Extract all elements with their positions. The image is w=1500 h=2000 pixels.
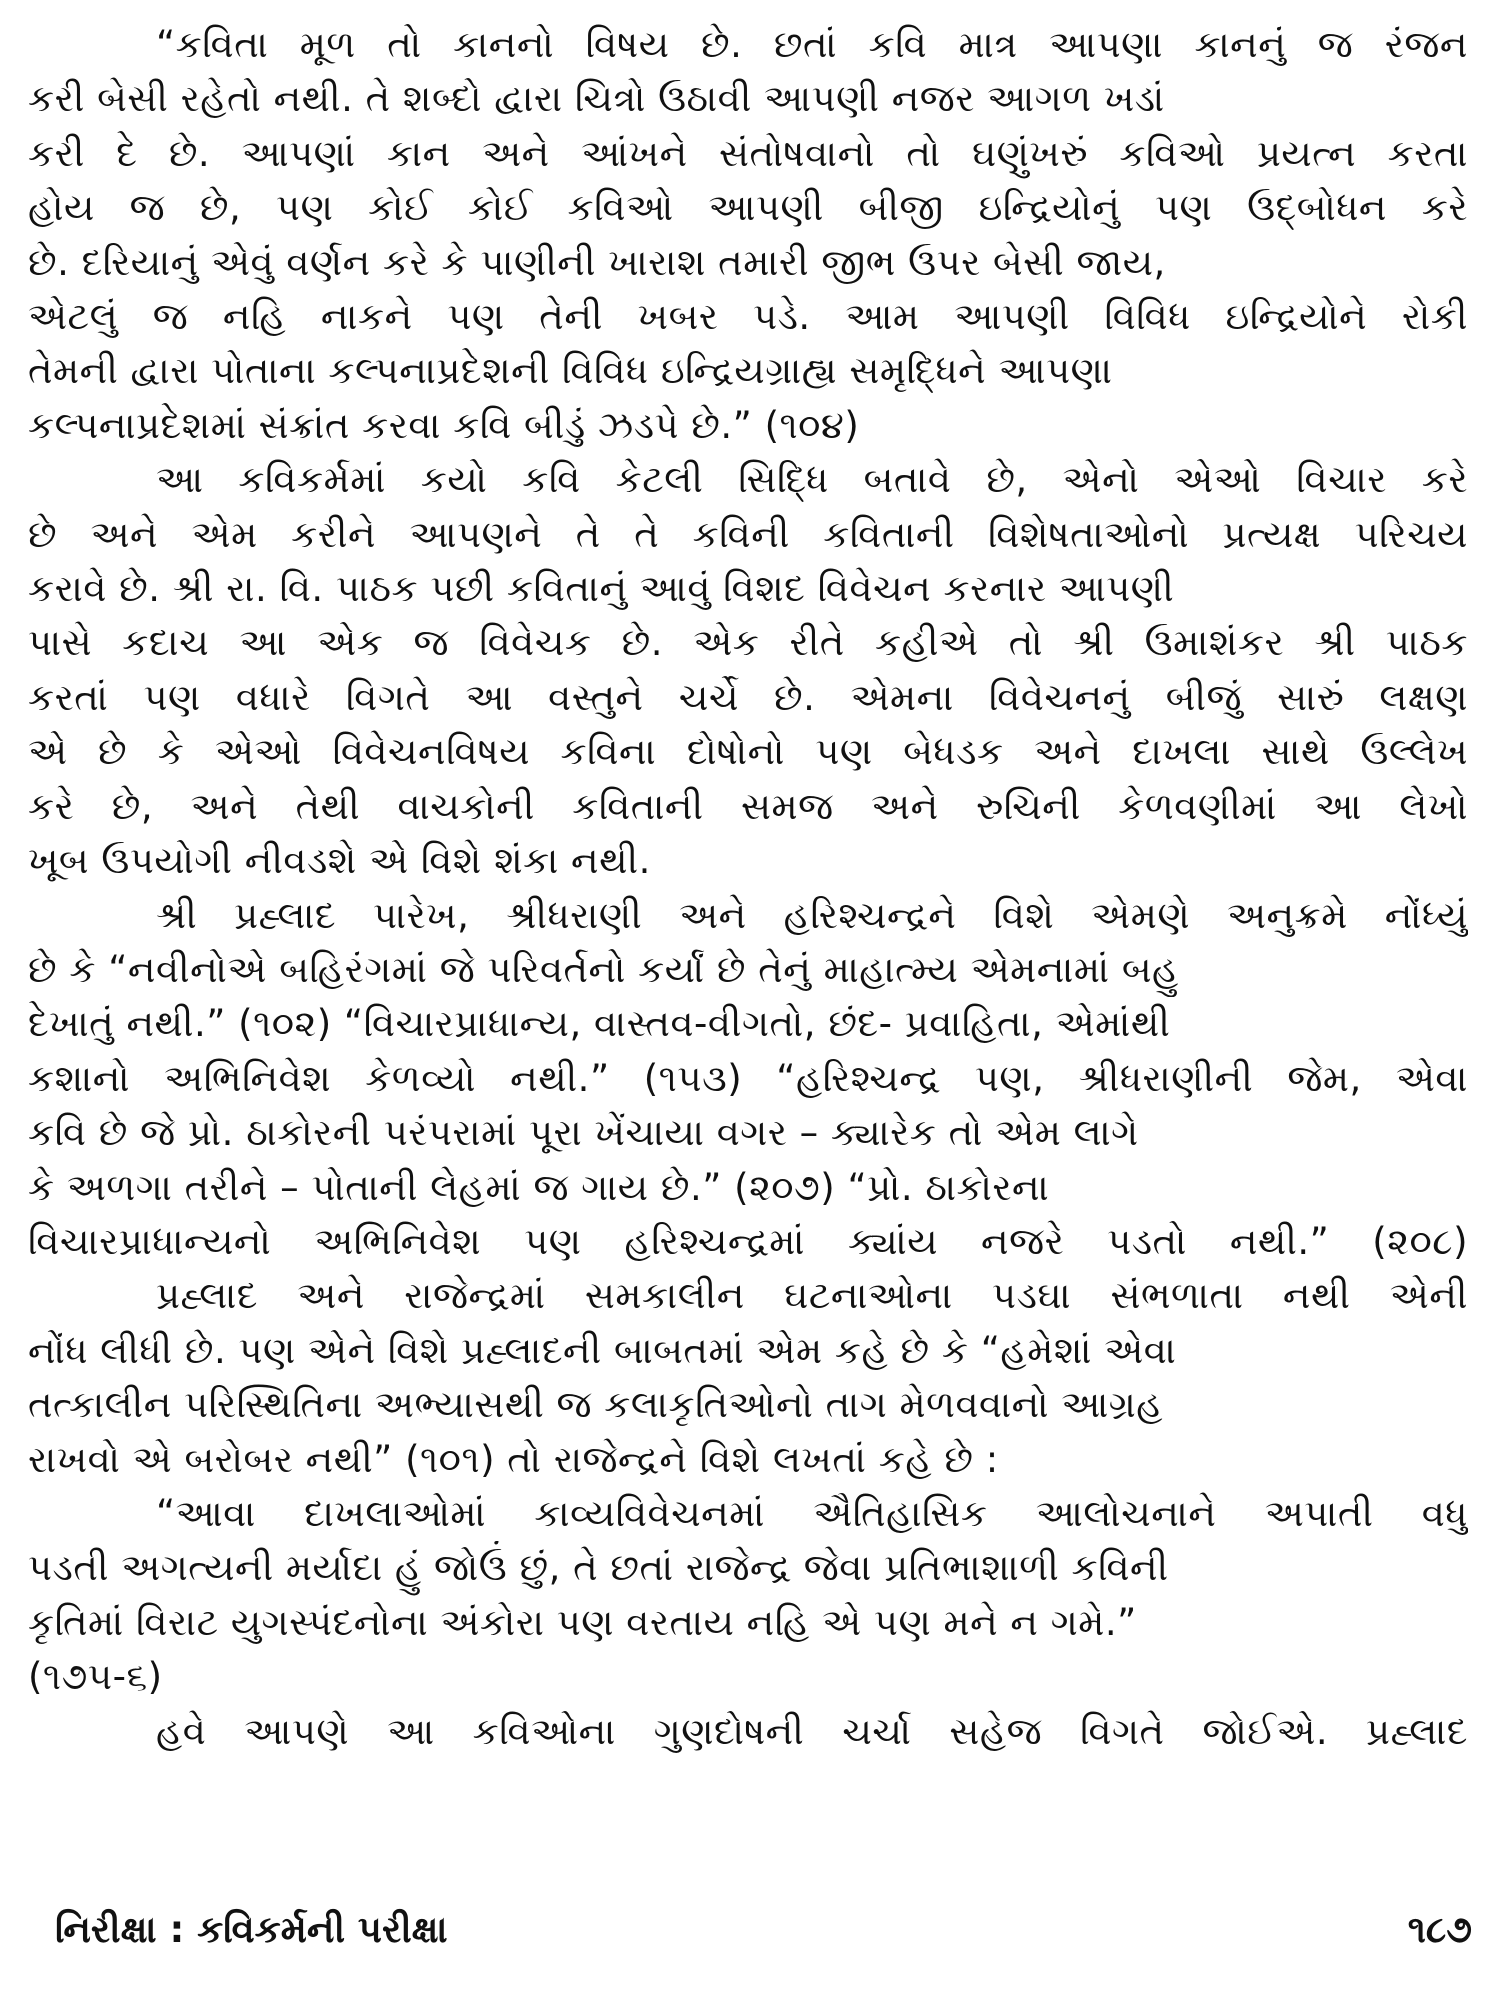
text-line: કરાવે છે. શ્રી રા. વિ. પાઠક પછી કવિતાનું આવું વિશદ વિવેચન કરનાર આપણી bbox=[28, 567, 1175, 611]
text-line: “કવિતા મૂળ તો કાનનો વિષય છે. છતાં કવિ માત્ર આપણા કાનનું જ રંજન bbox=[156, 23, 1468, 66]
text-line: કરે છે, અને તેથી વાચકોની કવિતાની સમજ અને રુચિની કેળવણીમાં આ લેખો bbox=[28, 784, 1468, 828]
text-line: કવિ છે જે પ્રો. ઠાકોરની પરંપરામાં પૂરા ખેંચાયા વગર – ક્યારેક તો એમ લાગે bbox=[28, 1111, 1139, 1155]
text-line: પ્રહ્લાદ અને રાજેન્દ્રમાં સમકાલીન ઘટનાઓના પડઘા સંભળાતા નથી એની bbox=[156, 1274, 1468, 1318]
text-line: કશાનો અભિનિવેશ કેળવ્યો નથી.” (૧૫૩) “હરિશ્ચન્દ્ર પણ, શ્રીધરાણીની જેમ, એવા bbox=[28, 1056, 1468, 1100]
text-line: તેમની દ્વારા પોતાના કલ્પનાપ્રદેશની વિવિધ ઇન્દ્રિયગ્રાહ્ય સમૃદ્ધિને આપણા bbox=[28, 349, 1113, 393]
text-line: છે. દરિયાનું એવું વર્ણન કરે કે પાણીની ખારાશ તમારી જીભ ઉપર બેસી જાય, bbox=[28, 240, 1166, 284]
running-title: નિરીક્ષા : કવિકર્મની પરીક્ષા bbox=[55, 1908, 448, 1951]
text-line: ખૂબ ઉપયોગી નીવડશે એ વિશે શંકા નથી. bbox=[28, 839, 651, 883]
text-line: નોંધ લીધી છે. પણ એને વિશે પ્રહ્લાદની બાબતમાં એમ કહે છે કે “હમેશાં એવા bbox=[28, 1328, 1177, 1372]
text-line: છે કે “નવીનોએ બહિરંગમાં જે પરિવર્તનો કર્યાં છે તેનું માહાત્મ્ય એમનામાં બહુ bbox=[28, 947, 1179, 991]
text-line: રાખવો એ બરોબર નથી” (૧૦૧) તો રાજેન્દ્રને વિશે લખતાં કહે છે : bbox=[28, 1437, 999, 1481]
text-line: પાસે કદાચ આ એક જ વિવેચક છે. એક રીતે કહીએ તો શ્રી ઉમાશંકર શ્રી પાઠક bbox=[28, 621, 1468, 665]
text-line: કૃતિમાં વિરાટ યુગસ્પંદનોના અંકોરા પણ વરતાય નહિ એ પણ મને ન ગમે.” bbox=[28, 1600, 1137, 1644]
text-line: પડતી અગત્યની મર્યાદા હું જોઉં છું, તે છતાં રાજેન્દ્ર જેવા પ્રતિભાશાળી કવિની bbox=[28, 1546, 1169, 1590]
text-line: કરતાં પણ વધારે વિગતે આ વસ્તુને ચર્ચે છે. એમના વિવેચનનું બીજું સારું લક્ષણ bbox=[28, 675, 1468, 719]
text-line: “આવા દાખલાઓમાં કાવ્યવિવેચનમાં ઐતિહાસિક આલોચનાને અપાતી વધુ bbox=[156, 1491, 1468, 1535]
text-line: શ્રી પ્રહ્લાદ પારેખ, શ્રીધરાણી અને હરિશ્ચન્દ્રને વિશે એમણે અનુક્રમે નોંધ્યું bbox=[156, 893, 1468, 937]
text-line: કલ્પનાપ્રદેશમાં સંક્રાંત કરવા કવિ બીડું ઝડપે છે.” (૧૦૪) bbox=[28, 403, 860, 447]
text-line: (૧૭૫-૬) bbox=[28, 1655, 163, 1699]
text-line: છે અને એમ કરીને આપણને તે તે કવિની કવિતાની વિશેષતાઓનો પ્રત્યક્ષ પરિચય bbox=[28, 512, 1468, 556]
text-line: આ કવિકર્મમાં કયો કવિ કેટલી સિદ્ધિ બતાવે છે, એનો એઓ વિચાર કરે bbox=[156, 458, 1468, 502]
text-line: વિચારપ્રાધાન્યનો અભિનિવેશ પણ હરિશ્ચન્દ્રમાં ક્યાંય નજરે પડતો નથી.” (૨૦૮) bbox=[28, 1219, 1468, 1263]
body-text bbox=[28, 18, 1468, 1759]
page-footer bbox=[55, 1908, 1472, 1952]
text-line: કરી બેસી રહેતો નથી. તે શબ્દો દ્વારા ચિત્રો ઉઠાવી આપણી નજર આગળ ખડાં bbox=[28, 77, 1165, 121]
page-number: ૧૮૭ bbox=[1407, 1908, 1472, 1951]
text-line: હોય જ છે, પણ કોઈ કોઈ કવિઓ આપણી બીજી ઇન્દ્રિયોનું પણ ઉદ્બોધન કરે bbox=[28, 186, 1468, 230]
text-line: કે અળગા તરીને – પોતાની લેહમાં જ ગાય છે.” (૨૦૭) “પ્રો. ઠાકોરના bbox=[28, 1165, 1050, 1209]
text-line: એટલું જ નહિ નાકને પણ તેની ખબર પડે. આમ આપણી વિવિધ ઇન્દ્રિયોને રોકી bbox=[28, 295, 1468, 339]
text-line: દેખાતું નથી.” (૧૦૨) “વિચારપ્રાધાન્ય, વાસ્તવ-વીગતો, છંદ- પ્રવાહિતા, એમાંથી bbox=[28, 1002, 1171, 1046]
text-line: હવે આપણે આ કવિઓના ગુણદોષની ચર્ચા સહેજ વિગતે જોઈએ. પ્રહ્લાદ bbox=[156, 1709, 1468, 1753]
text-line: એ છે કે એઓ વિવેચનવિષય કવિના દોષોનો પણ બેધડક અને દાખલા સાથે ઉલ્લેખ bbox=[28, 730, 1468, 774]
text-line: તત્કાલીન પરિસ્થિતિના અભ્યાસથી જ કલાકૃતિઓનો તાગ મેળવવાનો આગ્રહ bbox=[28, 1383, 1164, 1427]
text-line: કરી દે છે. આપણાં કાન અને આંખને સંતોષવાનો તો ઘણુંખરું કવિઓ પ્રયત્ન કરતા bbox=[28, 131, 1468, 175]
